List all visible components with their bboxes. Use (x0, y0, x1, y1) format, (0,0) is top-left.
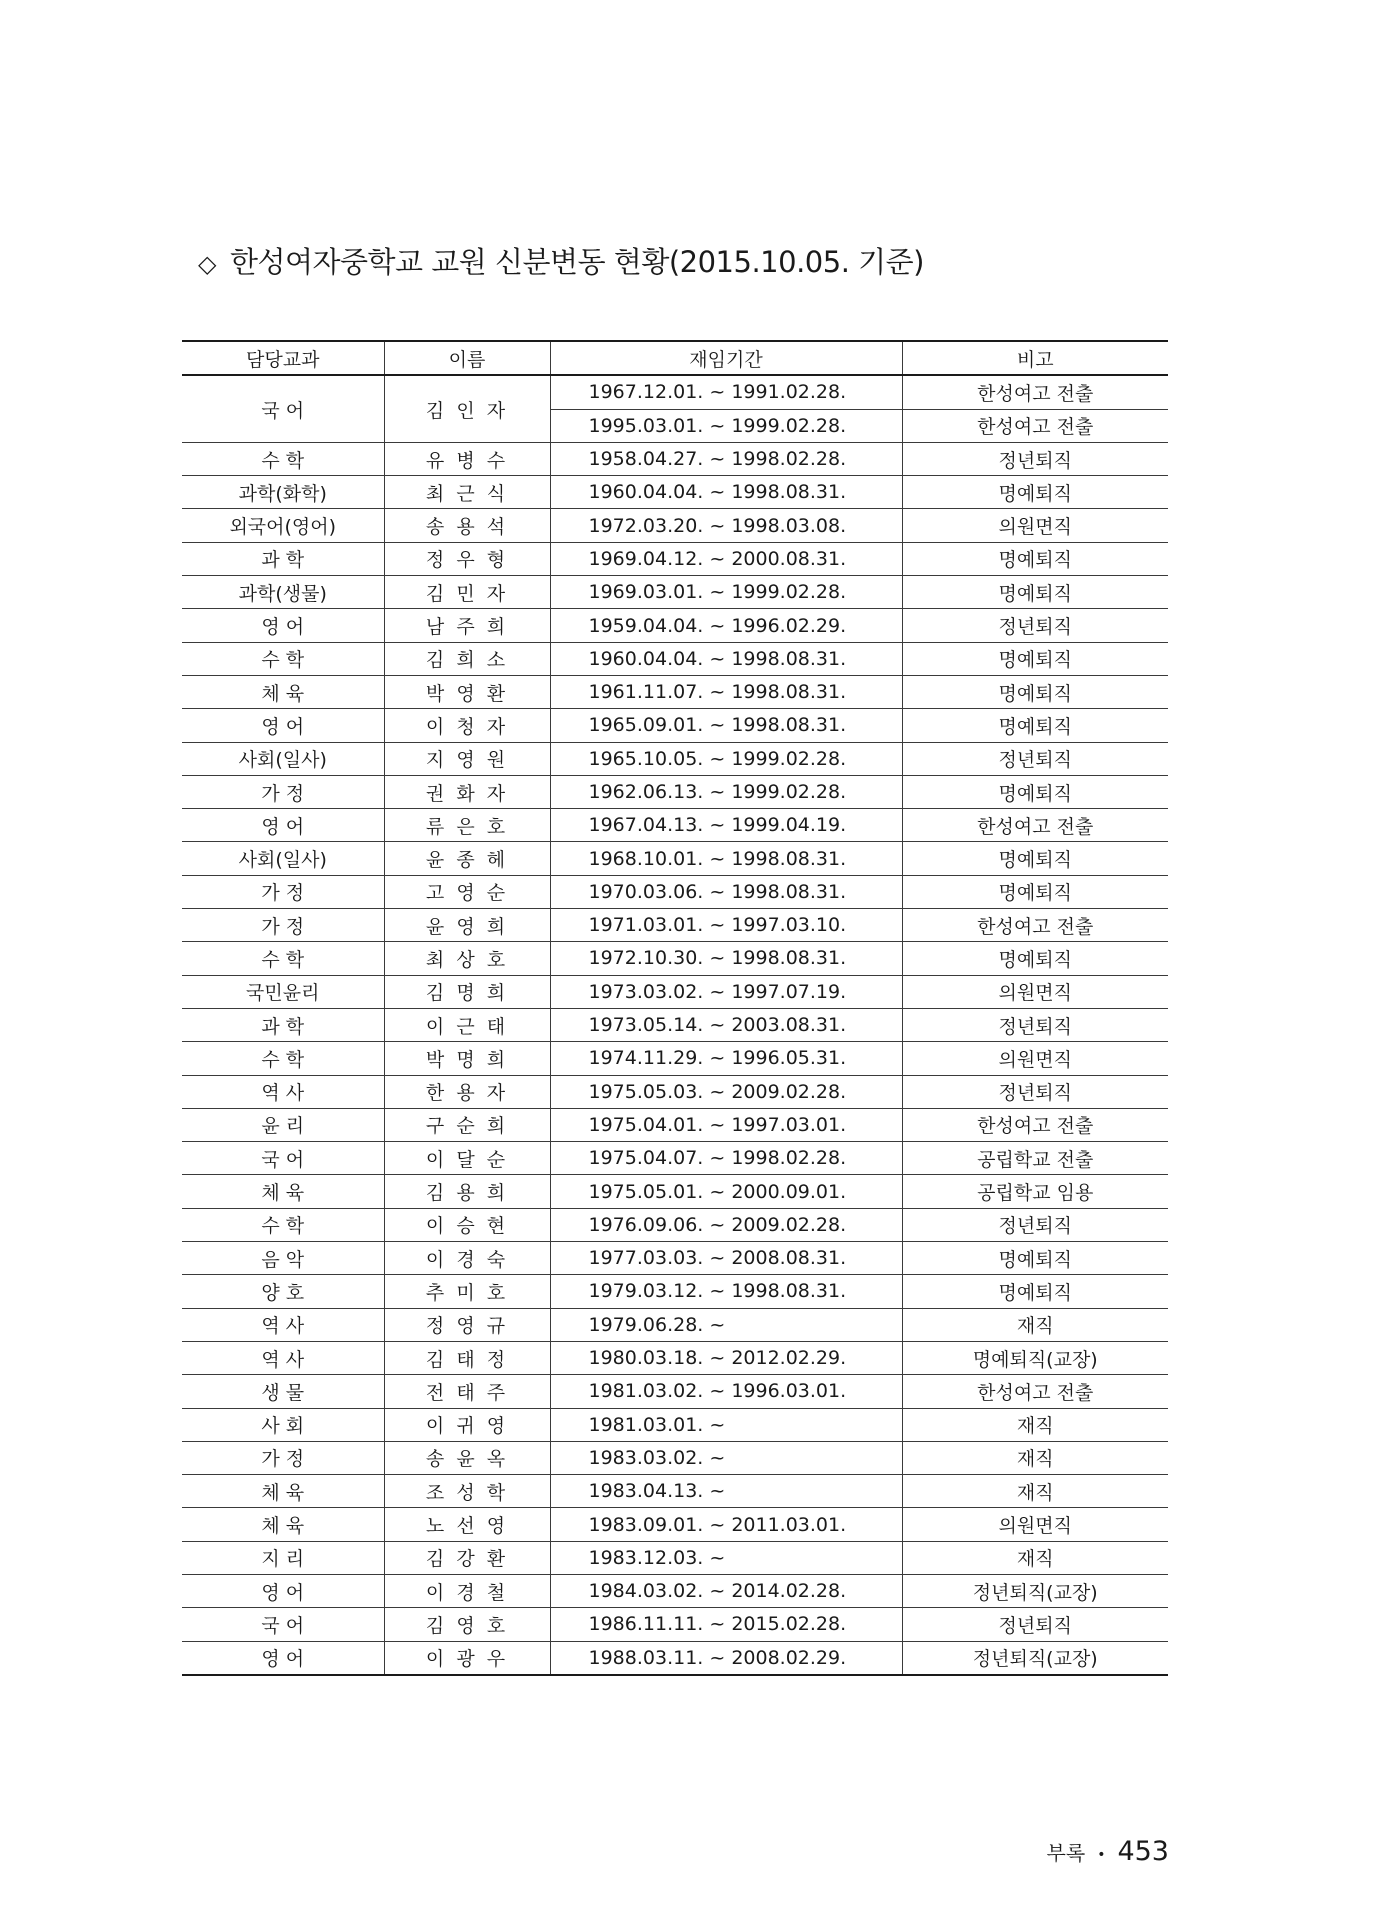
cell-subject: 과 학 (182, 1008, 384, 1041)
cell-subject: 국 어 (182, 375, 384, 442)
table-row (182, 942, 1168, 975)
cell-note: 정년퇴직 (902, 442, 1168, 475)
cell-name: 이 승 현 (384, 1208, 550, 1241)
table-row (182, 775, 1168, 808)
table-row (182, 1641, 1168, 1675)
cell-name: 류 은 호 (384, 809, 550, 842)
cell-subject: 체 육 (182, 1175, 384, 1208)
cell-period: 1977.03.03. ~ 2008.08.31. (550, 1242, 902, 1275)
cell-subject: 역 사 (182, 1308, 384, 1341)
cell-note: 명예퇴직 (902, 942, 1168, 975)
cell-period: 1961.11.07. ~ 1998.08.31. (550, 675, 902, 708)
cell-period: 1969.04.12. ~ 2000.08.31. (550, 542, 902, 575)
cell-subject: 체 육 (182, 675, 384, 708)
table-row (182, 1208, 1168, 1241)
cell-subject: 생 물 (182, 1375, 384, 1408)
cell-name: 이 경 철 (384, 1574, 550, 1607)
cell-subject: 역 사 (182, 1075, 384, 1108)
cell-period: 1984.03.02. ~ 2014.02.28. (550, 1574, 902, 1607)
cell-name: 한 용 자 (384, 1075, 550, 1108)
cell-note: 한성여고 전출 (902, 809, 1168, 842)
cell-note: 의원면직 (902, 1042, 1168, 1075)
cell-name: 최 근 식 (384, 476, 550, 509)
cell-name: 남 주 희 (384, 609, 550, 642)
cell-note: 재직 (902, 1308, 1168, 1341)
cell-period: 1969.03.01. ~ 1999.02.28. (550, 576, 902, 609)
cell-note: 한성여고 전출 (902, 1375, 1168, 1408)
staff-roster-table (182, 340, 1168, 1676)
table-row (182, 576, 1168, 609)
cell-note: 의원면직 (902, 975, 1168, 1008)
cell-note: 재직 (902, 1475, 1168, 1508)
table-row (182, 1441, 1168, 1474)
cell-name: 노 선 영 (384, 1508, 550, 1541)
table-row (182, 1408, 1168, 1441)
table-row (182, 975, 1168, 1008)
cell-period: 1960.04.04. ~ 1998.08.31. (550, 476, 902, 509)
table-row (182, 709, 1168, 742)
cell-period: 1971.03.01. ~ 1997.03.10. (550, 909, 902, 942)
cell-subject: 영 어 (182, 1574, 384, 1607)
page-title-text: 한성여자중학교 교원 신분변동 현황(2015.10.05. 기준) (229, 245, 924, 279)
cell-note: 한성여고 전출 (902, 409, 1168, 442)
diamond-marker-icon: ◇ (198, 250, 216, 278)
cell-period: 1965.09.01. ~ 1998.08.31. (550, 709, 902, 742)
cell-subject: 과 학 (182, 542, 384, 575)
cell-note: 의원면직 (902, 1508, 1168, 1541)
cell-subject: 가 정 (182, 875, 384, 908)
cell-period: 1980.03.18. ~ 2012.02.29. (550, 1341, 902, 1374)
table-row (182, 442, 1168, 475)
cell-period: 1981.03.02. ~ 1996.03.01. (550, 1375, 902, 1408)
table-row (182, 809, 1168, 842)
cell-period: 1967.12.01. ~ 1991.02.28. (550, 375, 902, 409)
table-row (182, 1142, 1168, 1175)
table-row (182, 675, 1168, 708)
cell-name: 김 태 정 (384, 1341, 550, 1374)
table-row (182, 542, 1168, 575)
cell-note: 공립학교 임용 (902, 1175, 1168, 1208)
cell-note: 한성여고 전출 (902, 375, 1168, 409)
table-row (182, 1475, 1168, 1508)
cell-subject: 과학(생물) (182, 576, 384, 609)
cell-name: 송 윤 옥 (384, 1441, 550, 1474)
cell-subject: 지 리 (182, 1541, 384, 1574)
cell-period: 1958.04.27. ~ 1998.02.28. (550, 442, 902, 475)
cell-note: 명예퇴직 (902, 775, 1168, 808)
cell-period: 1975.04.01. ~ 1997.03.01. (550, 1108, 902, 1141)
cell-note: 재직 (902, 1541, 1168, 1574)
cell-subject: 체 육 (182, 1508, 384, 1541)
cell-period: 1965.10.05. ~ 1999.02.28. (550, 742, 902, 775)
cell-period: 1972.10.30. ~ 1998.08.31. (550, 942, 902, 975)
table-row (182, 1275, 1168, 1308)
cell-note: 명예퇴직(교장) (902, 1341, 1168, 1374)
cell-note: 명예퇴직 (902, 476, 1168, 509)
cell-note: 명예퇴직 (902, 1275, 1168, 1308)
header-period: 재임기간 (550, 341, 902, 375)
cell-period: 1979.06.28. ~ (550, 1308, 902, 1341)
cell-note: 명예퇴직 (902, 842, 1168, 875)
cell-subject: 역 사 (182, 1341, 384, 1374)
cell-name: 고 영 순 (384, 875, 550, 908)
table-row (182, 1541, 1168, 1574)
cell-subject: 과학(화학) (182, 476, 384, 509)
table-row (182, 1574, 1168, 1607)
table-row (182, 1175, 1168, 1208)
cell-period: 1976.09.06. ~ 2009.02.28. (550, 1208, 902, 1241)
cell-period: 1959.04.04. ~ 1996.02.29. (550, 609, 902, 642)
table-row (182, 1075, 1168, 1108)
cell-period: 1975.04.07. ~ 1998.02.28. (550, 1142, 902, 1175)
cell-name: 이 귀 영 (384, 1408, 550, 1441)
cell-name: 김 희 소 (384, 642, 550, 675)
cell-period: 1983.03.02. ~ (550, 1441, 902, 1474)
cell-period: 1962.06.13. ~ 1999.02.28. (550, 775, 902, 808)
cell-name: 김 인 자 (384, 375, 550, 442)
cell-note: 정년퇴직 (902, 1075, 1168, 1108)
cell-note: 공립학교 전출 (902, 1142, 1168, 1175)
cell-period: 1973.03.02. ~ 1997.07.19. (550, 975, 902, 1008)
cell-subject: 양 호 (182, 1275, 384, 1308)
cell-name: 김 영 호 (384, 1608, 550, 1641)
cell-subject: 국민윤리 (182, 975, 384, 1008)
cell-name: 김 용 희 (384, 1175, 550, 1208)
table-row (182, 1308, 1168, 1341)
table-row (182, 909, 1168, 942)
cell-period: 1960.04.04. ~ 1998.08.31. (550, 642, 902, 675)
cell-subject: 음 악 (182, 1242, 384, 1275)
cell-subject: 수 학 (182, 942, 384, 975)
cell-note: 정년퇴직(교장) (902, 1574, 1168, 1607)
table-row (182, 642, 1168, 675)
cell-period: 1983.12.03. ~ (550, 1541, 902, 1574)
page-number: 453 (1117, 1836, 1169, 1867)
table-row (182, 1341, 1168, 1374)
cell-name: 전 태 주 (384, 1375, 550, 1408)
cell-subject: 수 학 (182, 442, 384, 475)
cell-name: 김 민 자 (384, 576, 550, 609)
cell-subject: 수 학 (182, 642, 384, 675)
page-footer (1047, 1836, 1169, 1867)
table-row (182, 875, 1168, 908)
cell-subject: 영 어 (182, 1641, 384, 1675)
cell-period: 1972.03.20. ~ 1998.03.08. (550, 509, 902, 542)
table-row (182, 1008, 1168, 1041)
cell-name: 구 순 희 (384, 1108, 550, 1141)
cell-period: 1995.03.01. ~ 1999.02.28. (550, 409, 902, 442)
table-row (182, 1042, 1168, 1075)
footer-separator: • (1097, 1846, 1106, 1863)
cell-note: 재직 (902, 1408, 1168, 1441)
cell-name: 유 병 수 (384, 442, 550, 475)
cell-name: 이 달 순 (384, 1142, 550, 1175)
cell-subject: 수 학 (182, 1208, 384, 1241)
header-subject: 담당교과 (182, 341, 384, 375)
cell-name: 이 근 태 (384, 1008, 550, 1041)
cell-subject: 외국어(영어) (182, 509, 384, 542)
table-body (182, 375, 1168, 1675)
table-row (182, 509, 1168, 542)
cell-note: 명예퇴직 (902, 675, 1168, 708)
cell-note: 정년퇴직(교장) (902, 1641, 1168, 1675)
cell-subject: 가 정 (182, 1441, 384, 1474)
table-row (182, 1508, 1168, 1541)
cell-subject: 영 어 (182, 609, 384, 642)
cell-subject: 가 정 (182, 909, 384, 942)
cell-period: 1974.11.29. ~ 1996.05.31. (550, 1042, 902, 1075)
cell-note: 한성여고 전출 (902, 1108, 1168, 1141)
cell-note: 명예퇴직 (902, 576, 1168, 609)
table-row (182, 476, 1168, 509)
header-note: 비고 (902, 341, 1168, 375)
cell-name: 김 명 희 (384, 975, 550, 1008)
cell-name: 이 광 우 (384, 1641, 550, 1675)
cell-name: 윤 종 헤 (384, 842, 550, 875)
cell-subject: 체 육 (182, 1475, 384, 1508)
cell-note: 명예퇴직 (902, 542, 1168, 575)
cell-name: 추 미 호 (384, 1275, 550, 1308)
table-row (182, 842, 1168, 875)
cell-subject: 영 어 (182, 709, 384, 742)
cell-name: 송 용 석 (384, 509, 550, 542)
cell-period: 1968.10.01. ~ 1998.08.31. (550, 842, 902, 875)
table-row (182, 609, 1168, 642)
cell-period: 1975.05.01. ~ 2000.09.01. (550, 1175, 902, 1208)
cell-name: 권 화 자 (384, 775, 550, 808)
cell-note: 정년퇴직 (902, 1608, 1168, 1641)
cell-name: 김 강 환 (384, 1541, 550, 1574)
cell-period: 1967.04.13. ~ 1999.04.19. (550, 809, 902, 842)
cell-name: 정 영 규 (384, 1308, 550, 1341)
cell-subject: 국 어 (182, 1142, 384, 1175)
cell-period: 1986.11.11. ~ 2015.02.28. (550, 1608, 902, 1641)
footer-section: 부록 (1046, 1841, 1086, 1865)
cell-note: 명예퇴직 (902, 1242, 1168, 1275)
table-row (182, 375, 1168, 409)
cell-note: 명예퇴직 (902, 875, 1168, 908)
cell-note: 정년퇴직 (902, 742, 1168, 775)
cell-note: 의원면직 (902, 509, 1168, 542)
cell-subject: 수 학 (182, 1042, 384, 1075)
table-row (182, 1108, 1168, 1141)
cell-name: 이 청 자 (384, 709, 550, 742)
cell-period: 1973.05.14. ~ 2003.08.31. (550, 1008, 902, 1041)
cell-name: 지 영 원 (384, 742, 550, 775)
cell-subject: 가 정 (182, 775, 384, 808)
cell-subject: 영 어 (182, 809, 384, 842)
table-header-row (182, 341, 1168, 375)
cell-name: 정 우 형 (384, 542, 550, 575)
table-row (182, 1242, 1168, 1275)
cell-note: 한성여고 전출 (902, 909, 1168, 942)
cell-period: 1970.03.06. ~ 1998.08.31. (550, 875, 902, 908)
cell-period: 1983.04.13. ~ (550, 1475, 902, 1508)
cell-period: 1975.05.03. ~ 2009.02.28. (550, 1075, 902, 1108)
page-title (198, 240, 924, 281)
cell-note: 명예퇴직 (902, 642, 1168, 675)
cell-name: 이 경 숙 (384, 1242, 550, 1275)
cell-subject: 윤 리 (182, 1108, 384, 1141)
cell-note: 명예퇴직 (902, 709, 1168, 742)
cell-name: 최 상 호 (384, 942, 550, 975)
cell-period: 1979.03.12. ~ 1998.08.31. (550, 1275, 902, 1308)
cell-subject: 국 어 (182, 1608, 384, 1641)
cell-subject: 사 회 (182, 1408, 384, 1441)
cell-note: 정년퇴직 (902, 609, 1168, 642)
cell-note: 정년퇴직 (902, 1008, 1168, 1041)
cell-name: 박 영 환 (384, 675, 550, 708)
header-name: 이름 (384, 341, 550, 375)
cell-name: 윤 영 희 (384, 909, 550, 942)
cell-period: 1981.03.01. ~ (550, 1408, 902, 1441)
cell-name: 박 명 희 (384, 1042, 550, 1075)
cell-subject: 사회(일사) (182, 742, 384, 775)
table-row (182, 742, 1168, 775)
cell-period: 1983.09.01. ~ 2011.03.01. (550, 1508, 902, 1541)
cell-note: 정년퇴직 (902, 1208, 1168, 1241)
cell-name: 조 성 학 (384, 1475, 550, 1508)
cell-subject: 사회(일사) (182, 842, 384, 875)
cell-note: 재직 (902, 1441, 1168, 1474)
table-row (182, 1608, 1168, 1641)
table-row (182, 1375, 1168, 1408)
cell-period: 1988.03.11. ~ 2008.02.29. (550, 1641, 902, 1675)
